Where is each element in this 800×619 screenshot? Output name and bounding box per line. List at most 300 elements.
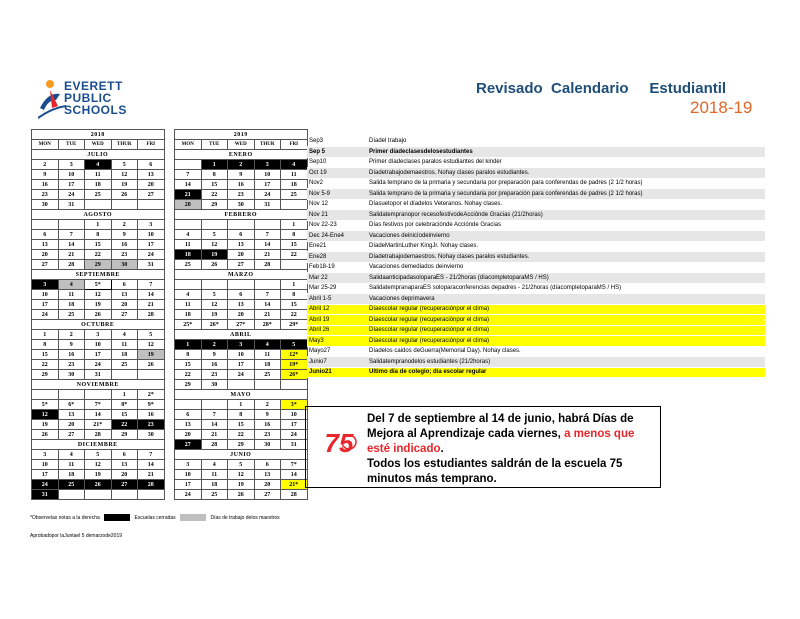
- calendar-day: 7*: [85, 400, 112, 410]
- calendar-day: 26: [138, 360, 165, 370]
- calendar-day: 30: [32, 200, 59, 210]
- calendar-day: 2: [111, 220, 138, 230]
- event-row: [307, 178, 765, 189]
- calendar-day: 8: [281, 230, 308, 240]
- calendar-day: 31: [85, 370, 112, 380]
- month-name: MARZO: [175, 270, 308, 280]
- calendar-day: 19*: [281, 360, 308, 370]
- calendar-day: 19: [201, 250, 228, 260]
- event-date: Nov 12: [307, 199, 367, 210]
- calendar-day: 6: [175, 410, 202, 420]
- calendar-day: 15: [175, 360, 202, 370]
- calendar-day: 17: [175, 480, 202, 490]
- 75-minutes-badge-icon: [319, 422, 359, 462]
- month-name: JULIO: [32, 150, 165, 160]
- calendar-day: 28: [85, 430, 112, 440]
- calendar-day: 29: [228, 440, 255, 450]
- calendar-day: 7: [254, 290, 281, 300]
- calendar-day: [228, 220, 255, 230]
- day-name: TUE: [201, 140, 228, 150]
- calendar-day: 3: [175, 460, 202, 470]
- calendar-day: 6: [111, 450, 138, 460]
- calendar-day: 18: [201, 480, 228, 490]
- calendar-day: 15: [281, 300, 308, 310]
- event-row: [307, 283, 765, 294]
- event-date: Sep10: [307, 157, 367, 168]
- calendar-day: 26: [111, 190, 138, 200]
- event-date: Ene21: [307, 241, 367, 252]
- calendar-day: 5: [201, 230, 228, 240]
- month-name: FEBRERO: [175, 210, 308, 220]
- event-date: Nov 21: [307, 210, 367, 221]
- event-description: Primer díadeclasesdelosestudiantes: [367, 147, 765, 158]
- calendar-day: 10: [175, 470, 202, 480]
- day-name: MON: [32, 140, 59, 150]
- calendar-day: 30: [111, 260, 138, 270]
- calendar-day: 14: [254, 240, 281, 250]
- month-name: MAYO: [175, 390, 308, 400]
- calendar-day: 10: [32, 290, 59, 300]
- calendar-day: 28: [281, 490, 308, 500]
- calendar-day: 4: [58, 280, 85, 290]
- calendar-day: 14: [138, 460, 165, 470]
- calendar-day: 5*: [85, 280, 112, 290]
- calendar-day: [175, 400, 202, 410]
- event-description: Díadelos caidos deGuerra(Memorial Day). Nohay clases.: [367, 346, 765, 357]
- calendar-day: 8: [175, 350, 202, 360]
- month-name: AGOSTO: [32, 210, 165, 220]
- event-date: Junio7: [307, 357, 367, 368]
- event-date: Nov 22-23: [307, 220, 367, 231]
- calendar-day: 22: [201, 190, 228, 200]
- calendar-day: 15: [228, 420, 255, 430]
- calendar-day: 4: [85, 160, 112, 170]
- calendar-day: 14: [281, 470, 308, 480]
- calendar-day: 19: [111, 180, 138, 190]
- calendar-day: 27: [138, 190, 165, 200]
- calendar-day: 27*: [228, 320, 255, 330]
- calendar-day: 11: [201, 470, 228, 480]
- event-description: Primer díadeclases paralos estudiantes del kinder: [367, 157, 765, 168]
- calendar-day: 13: [111, 290, 138, 300]
- calendar-day: 6: [228, 290, 255, 300]
- legend-closed-label: Escuelas cerradas: [134, 514, 176, 521]
- note-text: Del 7 de septiembre al 14 de junio, habrá Días de Mejora al Aprendizaje cada viernes, a menos que esté indicado. Todos los estudiantes saldrán de la escuela 75 minutos más temprano.: [367, 413, 635, 485]
- event-description: Vacaciones deprimavera: [367, 294, 765, 305]
- calendar-day: 20: [254, 480, 281, 490]
- calendar-day: 23: [228, 190, 255, 200]
- calendar-day: 13: [58, 410, 85, 420]
- calendar-day: 11: [254, 350, 281, 360]
- calendar-day: 6: [111, 280, 138, 290]
- day-name: FRI: [138, 140, 165, 150]
- event-description: Díasuetopor el díadelos Veteranos. Nohay clases.: [367, 199, 765, 210]
- calendar-day: 13: [228, 240, 255, 250]
- event-date: May3: [307, 336, 367, 347]
- day-name: TUE: [58, 140, 85, 150]
- calendar-day: 21: [138, 300, 165, 310]
- calendar-day: [138, 490, 165, 500]
- calendar-day: 7: [254, 230, 281, 240]
- calendar-day: 9: [58, 340, 85, 350]
- calendar-day: 10: [254, 170, 281, 180]
- calendar-day: 24: [228, 370, 255, 380]
- calendar-day: [138, 370, 165, 380]
- event-date: Oct 19: [307, 168, 367, 179]
- calendar-day: 9*: [138, 400, 165, 410]
- calendar-day: 18: [175, 310, 202, 320]
- calendar-day: 4: [175, 290, 202, 300]
- calendar-day: 8: [32, 340, 59, 350]
- calendar-day: 13: [254, 470, 281, 480]
- calendar-day: 20: [228, 310, 255, 320]
- calendar-day: 6: [138, 160, 165, 170]
- calendar-day: [228, 380, 255, 390]
- calendar-day: 12: [85, 290, 112, 300]
- calendar-day: 20: [111, 470, 138, 480]
- event-row: [307, 147, 765, 158]
- event-description: Último día de colegio; día escolar regular: [367, 367, 765, 378]
- calendar-day: 25: [281, 190, 308, 200]
- event-row: [307, 136, 765, 147]
- event-description: Díadetrabajodemaestros. Nohay clases paralos estudiantes.: [367, 168, 765, 179]
- calendar-day: 15: [201, 180, 228, 190]
- event-row: [307, 199, 765, 210]
- calendar-day: 23: [254, 430, 281, 440]
- calendar-day: 18: [58, 300, 85, 310]
- calendar-day: 23: [201, 370, 228, 380]
- calendar-day: 17: [32, 470, 59, 480]
- calendar-day: [175, 280, 202, 290]
- event-date: Mar 25-29: [307, 283, 367, 294]
- calendar-day: [254, 380, 281, 390]
- calendar-day: 1: [281, 220, 308, 230]
- calendar-day: 29: [85, 260, 112, 270]
- calendar-day: 29: [111, 430, 138, 440]
- calendar-day: 22: [32, 360, 59, 370]
- calendar-day: 25: [58, 310, 85, 320]
- calendar-day: 30: [228, 200, 255, 210]
- calendar-day: 25: [85, 190, 112, 200]
- calendar-day: [138, 200, 165, 210]
- calendar-day: 2: [254, 400, 281, 410]
- calendar-day: 24: [85, 360, 112, 370]
- calendar-day: 22: [175, 370, 202, 380]
- calendar-day: 5: [281, 340, 308, 350]
- calendar-day: 6: [254, 460, 281, 470]
- calendar-day: 14: [254, 300, 281, 310]
- calendar-day: 8: [281, 290, 308, 300]
- calendar-day: 20: [111, 300, 138, 310]
- calendar-day: 1: [85, 220, 112, 230]
- calendar-day: 12: [111, 170, 138, 180]
- event-row: [307, 231, 765, 242]
- calendar-day: 30: [138, 430, 165, 440]
- learning-improvement-note: [305, 406, 661, 488]
- calendar-day: [111, 200, 138, 210]
- calendar-day: 15: [111, 410, 138, 420]
- calendar-day: 8: [85, 230, 112, 240]
- calendar-year: 2019: [175, 130, 308, 140]
- event-row: [307, 273, 765, 284]
- calendar-day: 17: [85, 350, 112, 360]
- month-name: JUNIO: [175, 450, 308, 460]
- approval-note: Aprobadopor laJuntael 5 demarzode2019: [30, 533, 123, 539]
- event-description: DíadeMartinLuther KingJr. Nohay clases.: [367, 241, 765, 252]
- calendar-day: 3: [58, 160, 85, 170]
- calendar-day: 27: [254, 490, 281, 500]
- page-title: Revisado Calendario Estudiantil: [476, 80, 727, 97]
- calendar-day: 18: [111, 350, 138, 360]
- calendar-day: 20: [228, 250, 255, 260]
- calendar-day: 28: [138, 480, 165, 490]
- calendar-day: 19: [228, 480, 255, 490]
- calendar-day: 26: [228, 490, 255, 500]
- calendar-day: 27: [32, 260, 59, 270]
- event-date: Nov 5-9: [307, 189, 367, 200]
- badge-text: 75: [324, 428, 354, 458]
- calendar-day: 30: [58, 370, 85, 380]
- calendar-day: 12: [228, 470, 255, 480]
- calendar-day: 2: [201, 340, 228, 350]
- calendar-day: 11: [111, 340, 138, 350]
- calendar-day: 18: [254, 360, 281, 370]
- calendar-day: 5: [201, 290, 228, 300]
- calendar-day: 28: [254, 260, 281, 270]
- calendar-day: 18: [175, 250, 202, 260]
- calendar-day: 28*: [254, 320, 281, 330]
- calendar-day: [201, 220, 228, 230]
- calendar-day: 11: [58, 460, 85, 470]
- calendar-day: 3*: [281, 400, 308, 410]
- calendar-day: 29*: [281, 320, 308, 330]
- calendar-day: 31: [254, 200, 281, 210]
- calendar-day: [111, 370, 138, 380]
- calendar-day: 5: [228, 460, 255, 470]
- event-description: Salida temprano de la primaria y secundaria por preparación para conferendas de padres (2 1/2 horas): [367, 189, 765, 200]
- calendar-day: 10: [281, 410, 308, 420]
- calendar-day: 22: [281, 250, 308, 260]
- calendar-day: 24: [175, 490, 202, 500]
- event-row: [307, 336, 765, 347]
- calendar-day: 28: [175, 200, 202, 210]
- event-row: [307, 210, 765, 221]
- calendar-day: 24: [58, 190, 85, 200]
- calendar-day: [58, 490, 85, 500]
- calendar-day: 18: [85, 180, 112, 190]
- event-row: [307, 189, 765, 200]
- month-name: ABRIL: [175, 330, 308, 340]
- calendar-day: 22: [111, 420, 138, 430]
- calendar-day: [281, 200, 308, 210]
- calendar-day: 19: [201, 310, 228, 320]
- calendar-day: 30: [254, 440, 281, 450]
- calendar-day: 31: [58, 200, 85, 210]
- calendar-day: 2: [58, 330, 85, 340]
- calendar-day: 9: [201, 350, 228, 360]
- calendar-2018: [31, 129, 165, 500]
- event-row: [307, 346, 765, 357]
- calendar-day: 10: [228, 350, 255, 360]
- calendar-day: 25: [254, 370, 281, 380]
- calendar-day: [58, 220, 85, 230]
- event-description: Salida temprano de la primaria y secundaria por preparación para conferendas de padres (2 1/2 horas): [367, 178, 765, 189]
- calendar-day: [254, 220, 281, 230]
- calendar-day: 7: [201, 410, 228, 420]
- calendar-day: 15: [32, 350, 59, 360]
- event-date: Abril 12: [307, 304, 367, 315]
- calendar-day: 5: [85, 450, 112, 460]
- calendar-day: 21: [175, 190, 202, 200]
- calendar-day: 23: [111, 250, 138, 260]
- event-row: [307, 315, 765, 326]
- calendar-day: 20: [175, 430, 202, 440]
- calendar-day: 4: [254, 340, 281, 350]
- calendar-day: 3: [32, 280, 59, 290]
- calendar-day: 19: [85, 300, 112, 310]
- calendar-day: [281, 380, 308, 390]
- event-description: Díaescolar regular (recuperaciónpor el clima): [367, 336, 765, 347]
- calendar-day: 10: [32, 460, 59, 470]
- calendar-day: 10: [58, 170, 85, 180]
- calendar-day: 1: [175, 340, 202, 350]
- calendar-day: 23: [58, 360, 85, 370]
- calendar-day: 22: [281, 310, 308, 320]
- calendar-day: 9: [228, 170, 255, 180]
- event-row: [307, 304, 765, 315]
- event-description: Vacaciones demediados deinvierno: [367, 262, 765, 273]
- calendar-day: [201, 280, 228, 290]
- event-description: SalidatempranaparaES soloparaconferencias depadres - 21/2horas (díacompletoparaMS / HS): [367, 283, 765, 294]
- calendar-day: 13: [175, 420, 202, 430]
- calendar-day: 26*: [281, 370, 308, 380]
- calendar-day: 21*: [85, 420, 112, 430]
- calendar-day: 6: [228, 230, 255, 240]
- calendar-day: 22: [228, 430, 255, 440]
- calendar-day: 7: [138, 280, 165, 290]
- calendar-day: 9: [254, 410, 281, 420]
- calendar-day: 12: [32, 410, 59, 420]
- calendar-day: 16: [111, 240, 138, 250]
- calendar-day: 21: [138, 470, 165, 480]
- event-row: [307, 252, 765, 263]
- calendar-day: 17: [32, 300, 59, 310]
- event-description: SalidaanticipadasoloparaES - 21/2horas (díacompletoparaMS / HS): [367, 273, 765, 284]
- calendar-day: 24: [138, 250, 165, 260]
- calendar-day: 24: [32, 480, 59, 490]
- calendar-day: 18: [58, 470, 85, 480]
- event-date: Ene28: [307, 252, 367, 263]
- calendar-day: 12*: [281, 350, 308, 360]
- legend-teacher-label: Días de trabajo delos maestros: [210, 514, 280, 521]
- calendar-day: 20: [138, 180, 165, 190]
- event-date: Dec 24-Ene4: [307, 231, 367, 242]
- event-date: Abril 26: [307, 325, 367, 336]
- event-description: Vacaciones deinicíodeinvierno: [367, 231, 765, 242]
- calendar-day: 21: [201, 430, 228, 440]
- calendar-day: 11: [175, 240, 202, 250]
- calendar-day: 26*: [201, 320, 228, 330]
- calendar-day: 16: [138, 410, 165, 420]
- month-name: OCTUBRE: [32, 320, 165, 330]
- calendar-day: 27: [111, 480, 138, 490]
- event-date: Feb18-19: [307, 262, 367, 273]
- calendar-day: 31: [281, 440, 308, 450]
- closed-swatch: [104, 514, 130, 521]
- calendar-day: 10: [85, 340, 112, 350]
- calendar-day: 2*: [138, 390, 165, 400]
- calendar-day: 25: [111, 360, 138, 370]
- event-date: Abril 1-5: [307, 294, 367, 305]
- event-description: Díadetrabajodemaestros. Nohay clases paralos estudiantes.: [367, 252, 765, 263]
- calendar-day: 12: [138, 340, 165, 350]
- calendar-day: [85, 390, 112, 400]
- calendar-day: 4: [111, 330, 138, 340]
- day-name: MON: [175, 140, 202, 150]
- calendar-day: 10: [138, 230, 165, 240]
- event-description: Díaescolar regular (recuperaciónpor el clima): [367, 315, 765, 326]
- event-date: Sep3: [307, 136, 367, 147]
- calendar-day: 14: [201, 420, 228, 430]
- calendar-day: 19: [32, 420, 59, 430]
- calendar-day: 3: [138, 220, 165, 230]
- calendar-day: 16: [201, 360, 228, 370]
- calendar-day: [281, 260, 308, 270]
- calendar-day: [111, 490, 138, 500]
- calendar-day: 17: [138, 240, 165, 250]
- calendar-day: 4: [175, 230, 202, 240]
- event-row: [307, 262, 765, 273]
- event-date: Sep 5: [307, 147, 367, 158]
- legend: [30, 514, 280, 521]
- calendar-day: 24: [32, 310, 59, 320]
- calendar-day: 27: [175, 440, 202, 450]
- calendar-day: [175, 160, 202, 170]
- calendar-day: 8: [201, 170, 228, 180]
- calendar-day: 3: [228, 340, 255, 350]
- event-row: [307, 367, 765, 378]
- calendar-day: 13: [228, 300, 255, 310]
- event-row: [307, 357, 765, 368]
- calendar-day: 30: [201, 380, 228, 390]
- calendar-day: 19: [138, 350, 165, 360]
- calendar-day: 21*: [281, 480, 308, 490]
- calendar-day: 25: [201, 490, 228, 500]
- calendar-day: 11: [281, 170, 308, 180]
- day-name: THUR: [111, 140, 138, 150]
- calendar-day: 16: [228, 180, 255, 190]
- calendar-day: 3: [254, 160, 281, 170]
- calendar-day: 26: [85, 480, 112, 490]
- event-date: Junio21: [307, 367, 367, 378]
- calendar-day: 3: [32, 450, 59, 460]
- event-description: Díaescolar regular (recuperaciónpor el clima): [367, 325, 765, 336]
- calendar-day: 5: [138, 330, 165, 340]
- calendar-day: 9: [32, 170, 59, 180]
- month-name: ENERO: [175, 150, 308, 160]
- calendar-day: 5: [111, 160, 138, 170]
- calendar-day: 7: [138, 450, 165, 460]
- calendar-day: 1: [201, 160, 228, 170]
- calendar-day: 26: [201, 260, 228, 270]
- event-row: [307, 294, 765, 305]
- calendar-day: 6*: [58, 400, 85, 410]
- month-name: SEPTIEMBRE: [32, 270, 165, 280]
- calendar-day: 22: [85, 250, 112, 260]
- calendar-day: 27: [58, 430, 85, 440]
- legend-note: *Observelas notas a la derecha: [30, 514, 100, 521]
- event-description: Díadel trabajo: [367, 136, 765, 147]
